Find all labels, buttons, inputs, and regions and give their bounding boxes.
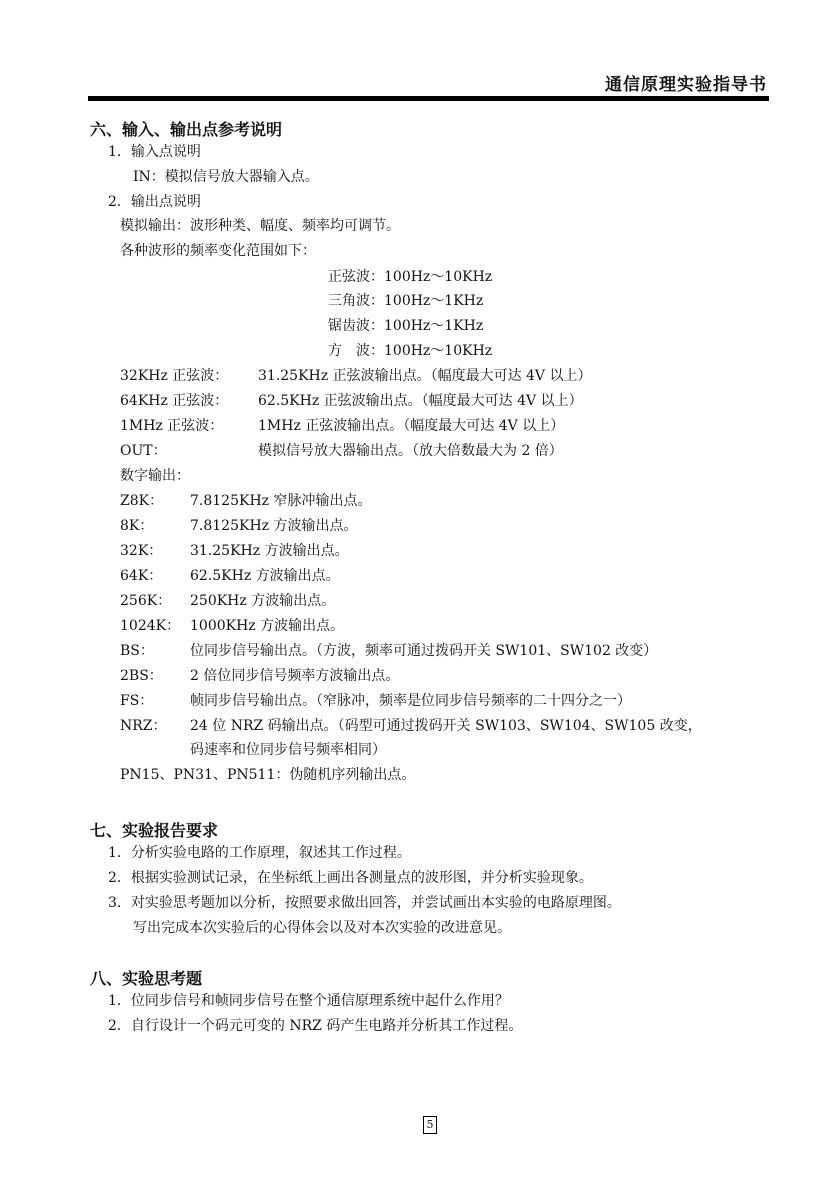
- analog-point-term: 64KHz 正弦波：: [120, 393, 229, 409]
- analog-point-desc: 31.25KHz 正弦波输出点。（幅度最大可达 4V 以上）: [258, 368, 592, 384]
- digital-point-desc: 24 位 NRZ 码输出点。（码型可通过拨码开关 SW103、SW104、SW105 改变，: [190, 718, 702, 734]
- in-description: IN：模拟信号放大器输入点。: [133, 169, 319, 185]
- digital-point-term: 256K：: [120, 593, 172, 609]
- question-item: 2．自行设计一个码元可变的 NRZ 码产生电路并分析其工作过程。: [108, 1018, 523, 1034]
- digital-point-desc: 7.8125KHz 方波输出点。: [190, 518, 358, 534]
- section-7-heading: 七、实验报告要求: [90, 821, 219, 840]
- digital-point-desc: 位同步信号输出点。（方波，频率可通过拨码开关 SW101、SW102 改变）: [190, 643, 658, 659]
- section-8-heading: 八、实验思考题: [90, 969, 203, 988]
- report-item: 1．分析实验电路的工作原理，叙述其工作过程。: [108, 845, 411, 861]
- range-intro: 各种波形的频率变化范围如下：: [120, 243, 316, 259]
- digital-point-desc: 1000KHz 方波输出点。: [190, 618, 345, 634]
- document-title: 通信原理实验指导书: [605, 75, 767, 95]
- digital-point-desc: 62.5KHz 方波输出点。: [190, 568, 340, 584]
- digital-point-desc: 2 倍位同步信号频率方波输出点。: [190, 668, 400, 684]
- page-number: 5: [423, 1116, 437, 1134]
- digital-point-term: NRZ：: [120, 718, 167, 734]
- digital-point-term: 32K：: [120, 543, 163, 559]
- digital-output-label: 数字输出：: [120, 468, 190, 484]
- digital-point-term: 8K：: [120, 518, 154, 534]
- digital-point-term: FS：: [120, 693, 154, 709]
- pn-sequence-line: PN15、PN31、PN511：伪随机序列输出点。: [120, 767, 416, 783]
- report-item: 2．根据实验测试记录，在坐标纸上画出各测量点的波形图，并分析实验现象。: [108, 870, 593, 886]
- header-rule: [88, 96, 769, 101]
- digital-point-desc: 250KHz 方波输出点。: [190, 593, 336, 609]
- analog-point-term: OUT：: [120, 443, 167, 459]
- digital-point-term: BS：: [120, 643, 154, 659]
- digital-point-term: 2BS：: [120, 668, 163, 684]
- range-triangle: 三角波：100Hz～1KHz: [328, 293, 484, 309]
- report-item-continuation: 写出完成本次实验后的心得体会以及对本次实验的改进意见。: [133, 920, 511, 936]
- analog-output-desc: 模拟输出：波形种类、幅度、频率均可调节。: [120, 218, 400, 234]
- range-square: 方 波：100Hz～10KHz: [328, 343, 493, 359]
- analog-point-desc: 1MHz 正弦波输出点。（幅度最大可达 4V 以上）: [258, 418, 565, 434]
- analog-point-desc: 62.5KHz 正弦波输出点。（幅度最大可达 4V 以上）: [258, 393, 583, 409]
- digital-point-desc: 帧同步信号输出点。（窄脉冲，频率是位同步信号频率的二十四分之一）: [190, 693, 631, 709]
- question-item: 1．位同步信号和帧同步信号在整个通信原理系统中起什么作用？: [108, 993, 509, 1009]
- range-sine: 正弦波：100Hz～10KHz: [328, 269, 493, 285]
- digital-point-desc: 31.25KHz 方波输出点。: [190, 543, 349, 559]
- output-points-title: 2．输出点说明: [108, 194, 201, 210]
- report-item: 3．对实验思考题加以分析，按照要求做出回答，并尝试画出本实验的电路原理图。: [108, 895, 621, 911]
- digital-point-term: Z8K：: [120, 493, 164, 509]
- input-points-title: 1．输入点说明: [108, 144, 201, 160]
- analog-point-term: 32KHz 正弦波：: [120, 368, 229, 384]
- digital-point-desc: 7.8125KHz 窄脉冲输出点。: [190, 493, 372, 509]
- analog-point-desc: 模拟信号放大器输出点。（放大倍数最大为 2 倍）: [258, 443, 563, 459]
- analog-point-term: 1MHz 正弦波：: [120, 418, 224, 434]
- range-sawtooth: 锯齿波：100Hz～1KHz: [328, 318, 484, 334]
- section-6-heading: 六、输入、输出点参考说明: [90, 120, 283, 139]
- nrz-continuation: 码速率和位同步信号频率相同）: [190, 742, 386, 758]
- digital-point-term: 64K：: [120, 568, 163, 584]
- digital-point-term: 1024K：: [120, 618, 181, 634]
